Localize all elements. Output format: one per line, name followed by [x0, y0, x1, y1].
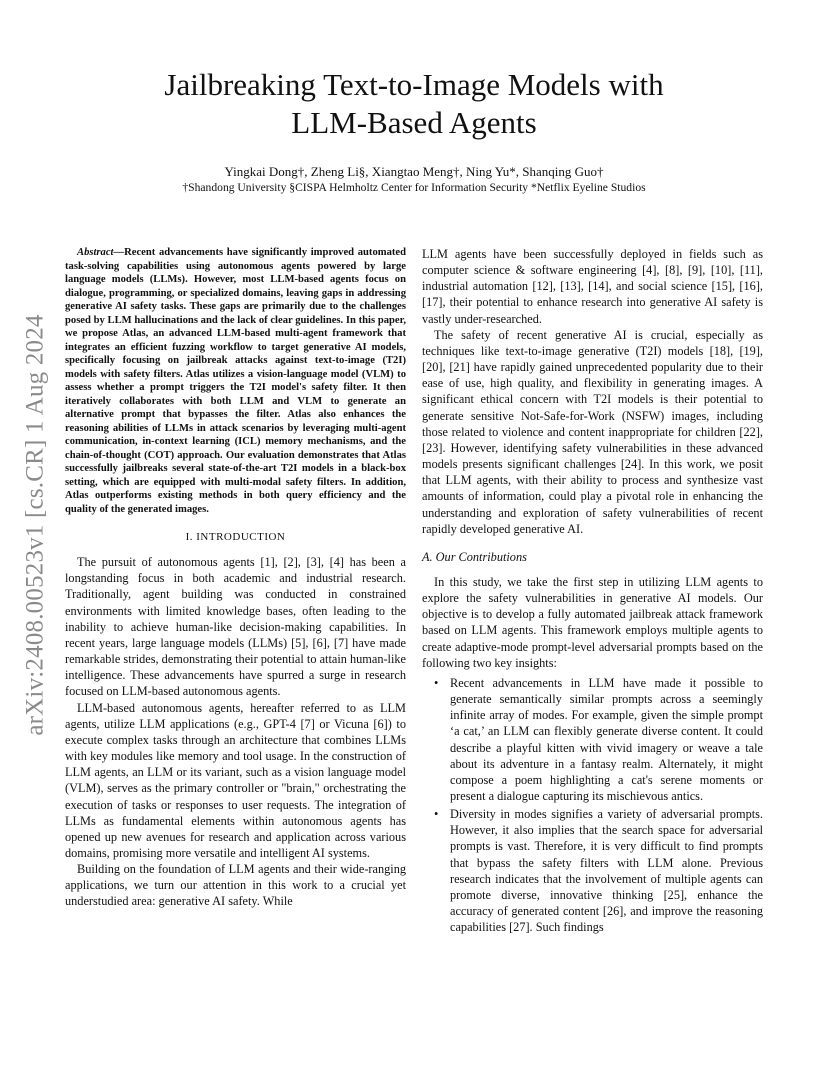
subsection-heading-contributions: A. Our Contributions — [422, 549, 527, 564]
list-item: • Diversity in modes signifies a variety of adversarial prompts. However, it also implies that the search space for adversarial prompts is vast. Therefore, it is very difficult to find prompts that bypass the safety filters with LLM alone. Previous research indicates that the involvement of multiple agents can promote diverse, innovative thinking [25], enhance the accuracy of generated content [26], and improve the reasoning capabilities [27]. Such findings — [450, 806, 763, 935]
paper-title — [0, 66, 828, 142]
abstract — [65, 246, 406, 516]
abstract-body: —Recent advancements have significantly improved automated task-solving capabilities using autonomous agents powered by large language models (LLMs). However, most LLM-based agents focus on dialogue, programming, or specialized domains, leaving gaps in addressing generative AI safety tasks. These gaps are primarily due to the challenges posed by LLM hallucinations and the lack of clear guidelines. In this paper, we propose Atlas, an advanced LLM-based multi-agent framework that integrates an efficient fuzzing workflow to target generative AI models, specifically focusing on jailbreak attacks against text-to-image (T2I) models with safety filters. Atlas utilizes a vision-language model (VLM) to assess whether a prompt triggers the T2I model's safety filter. It then iteratively collaborates with both LLM and VLM to generate an alternative prompt that bypasses the filter. Atlas also enhances the reasoning abilities of LLMs in attack scenarios by leveraging multi-agent communication, in-context learning (ICL) memory mechanisms, and the chain-of-thought (COT) approach. Our evaluation demonstrates that Atlas successfully jailbreaks several state-of-the-art T2I models in a black-box setting, which are equipped with multi-modal safety filters. In addition, Atlas outperforms existing methods in both query efficiency and the quality of the generated images. — [65, 247, 406, 515]
intro-paragraph-3: Building on the foundation of LLM agents and their wide-ranging applications, we turn our attention in this work to a crucial yet understudied area: generative AI safety. While — [65, 862, 406, 909]
right-column — [422, 246, 763, 937]
intro-paragraph-4: The safety of recent generative AI is crucial, especially as techniques like text-to-image generative (T2I) models [18], [19], [20], [21] have rapidly gained unprecedented popularity due to their ease of use, high quality, and flexibility in generating images. A significant ethical concern with T2I models is their potential to generate sensitive Not-Safe-for-Work (NSFW) images, including those related to violence and content inappropriate for children [22], [23]. However, identifying safety vulnerabilities in these advanced models presents significant challenges [24]. In this work, we posit that LLM agents, with their ability to process and synthesize vast amounts of information, could play a pivotal role in enhancing the understanding and exploration of safety vulnerabilities of recent rapidly developed generative AI. — [422, 327, 763, 536]
title-line-1: Jailbreaking Text-to-Image Models with — [164, 67, 664, 102]
list-item: • Recent advancements in LLM have made it possible to generate semantically similar prompts across a seemingly infinite array of modes. For example, given the simple prompt ‘a cat,’ an LLM can flexibly generate diverse content. It could describe a playful kitten with vivid imagery or weave a tale about its adventure in a fantasy realm. Alternately, it might compose a poem highlighting a cat's serene moments or present a dialogue capturing its mischievous antics. — [450, 675, 763, 804]
abstract-label: Abstract — [77, 247, 114, 258]
author-list: Yingkai Dong†, Zheng Li§, Xiangtao Meng†, Ning Yu*, Shanqing Guo† — [224, 164, 604, 179]
arxiv-identifier-text: arXiv:2408.00523v1 [cs.CR] 1 Aug 2024 — [22, 314, 49, 736]
insight-list — [422, 675, 763, 936]
section-heading-introduction: I. INTRODUCTION — [185, 531, 286, 543]
intro-paragraph-2: LLM-based autonomous agents, hereafter referred to as LLM agents, utilize LLM applications (e.g., GPT-4 [7] or Vicuna [6]) to execute complex tasks through an architecture that combines LLMs with key modules like memory and tool usage. In the construction of LLM agents, an LLM or its variant, such as a vision language model (VLM), serves as the primary controller or "brain," orchestrating the execution of tasks or responses to user requests. The integration of LLMs as fundamental elements within autonomous agents has opened up new avenues for research and application across various domains, promising more versatile and intelligent AI systems. — [65, 700, 406, 860]
left-column — [65, 246, 406, 910]
arxiv-identifier — [18, 290, 54, 760]
title-line-2: LLM-Based Agents — [291, 105, 537, 140]
intro-paragraph-1: The pursuit of autonomous agents [1], [2], [3], [4] has been a longstanding focus in both academic and industrial research. Traditionally, agent building was conducted in constrained environments with limited knowledge bases, often leading to the inability to achieve human-like decision-making capabilities. In recent years, large language models (LLMs) [5], [6], [7] have made remarkable strides, demonstrating their potential to attain human-like intelligence. These advancements have spurred a surge in research focused on LLM-based autonomous agents. — [65, 555, 406, 699]
contributions-paragraph: In this study, we take the first step in utilizing LLM agents to explore the safety vulnerabilities in generative AI models. Our objective is to develop a fully automated jailbreak attack framework based on LLM agents. This framework employs multiple agents to create adaptive-mode prompt-level adversarial prompts based on the following two key insights: — [422, 574, 763, 670]
affiliations: †Shandong University §CISPA Helmholtz Center for Information Security *Netflix Eyeline Studios — [182, 181, 646, 194]
intro-paragraph-3-continued: LLM agents have been successfully deployed in fields such as computer science & software engineering [4], [8], [9], [10], [11], industrial automation [12], [13], [14], and social science [15], [16], [17], their potential to enhance research into generative AI safety is vastly under-researched. — [422, 247, 763, 326]
